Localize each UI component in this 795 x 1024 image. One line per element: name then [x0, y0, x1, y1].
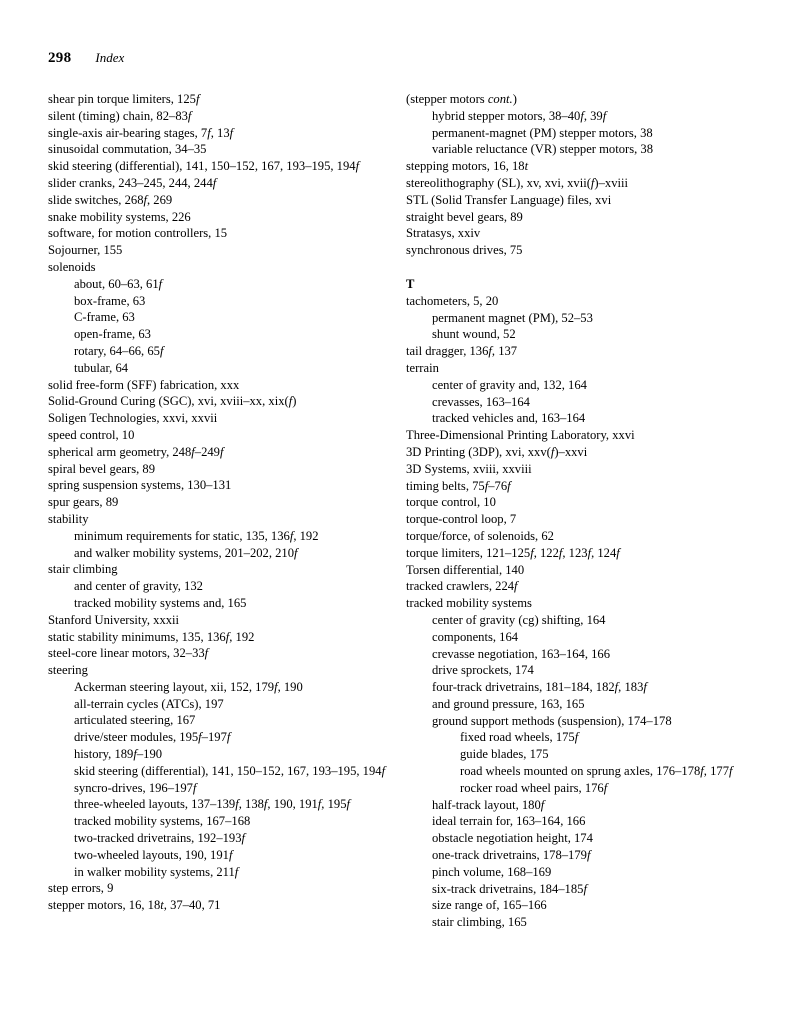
- index-entry: syncro-drives, 196–197f: [74, 780, 197, 795]
- index-entry: road wheels mounted on sprung axles, 176–178f, 177f: [460, 764, 733, 779]
- index-entry: spiral bevel gears, 89: [48, 461, 156, 476]
- index-entry: drive/steer modules, 195f–197f: [74, 730, 231, 745]
- index-entry: tracked mobility systems and, 165: [74, 595, 247, 610]
- index-entry: Torsen differential, 140: [406, 562, 525, 577]
- index-entry: static stability minimums, 135, 136f, 192: [48, 629, 255, 644]
- index-entry: crevasses, 163–164: [432, 394, 530, 409]
- index-column-left: [48, 91, 396, 931]
- index-entry: steering: [48, 663, 88, 678]
- index-entry: rocker road wheel pairs, 176f: [460, 780, 608, 795]
- index-entry: Ackerman steering layout, xii, 152, 179f, 190: [74, 679, 303, 694]
- index-entry: silent (timing) chain, 82–83f: [48, 108, 192, 123]
- index-entry: and center of gravity, 132: [74, 579, 203, 594]
- index-entry: spherical arm geometry, 248f–249f: [48, 444, 224, 459]
- index-entry: obstacle negotiation height, 174: [432, 831, 593, 846]
- index-entry: Three-Dimensional Printing Laboratory, xxvi: [406, 428, 635, 443]
- index-entry: STL (Solid Transfer Language) files, xvi: [406, 192, 612, 207]
- index-entry: sinusoidal commutation, 34–35: [48, 142, 207, 157]
- index-entry: slider cranks, 243–245, 244, 244f: [48, 175, 217, 190]
- index-entry: C-frame, 63: [74, 310, 135, 325]
- index-entry: ground support methods (suspension), 174–178: [432, 713, 672, 728]
- index-entry: crevasse negotiation, 163–164, 166: [432, 646, 611, 661]
- index-entry: pinch volume, 168–169: [432, 864, 552, 879]
- index-entry: torque-control loop, 7: [406, 512, 517, 527]
- index-entry: tracked mobility systems, 167–168: [74, 814, 251, 829]
- index-entry: torque limiters, 121–125f, 122f, 123f, 124f: [406, 545, 620, 560]
- page-header: [48, 50, 755, 67]
- index-entry: permanent-magnet (PM) stepper motors, 38: [432, 125, 653, 140]
- index-entry: half-track layout, 180f: [432, 797, 545, 812]
- index-entry: snake mobility systems, 226: [48, 209, 191, 224]
- index-entry: center of gravity and, 132, 164: [432, 377, 587, 392]
- index-entry: center of gravity (cg) shifting, 164: [432, 612, 606, 627]
- index-entry: variable reluctance (VR) stepper motors, 38: [432, 142, 654, 157]
- index-entry: ideal terrain for, 163–164, 166: [432, 814, 586, 829]
- index-column-right: [406, 91, 754, 931]
- index-entry: stereolithography (SL), xv, xvi, xvii(f)–xviii: [406, 175, 629, 190]
- index-entry: history, 189f–190: [74, 747, 163, 762]
- index-entry: terrain: [406, 360, 439, 375]
- index-entry: tail dragger, 136f, 137: [406, 344, 518, 359]
- index-section-heading: T: [406, 276, 415, 291]
- index-entry: spring suspension systems, 130–131: [48, 478, 232, 493]
- index-entry: steel-core linear motors, 32–33f: [48, 646, 209, 661]
- index-entry: hybrid stepper motors, 38–40f, 39f: [432, 108, 607, 123]
- index-entry: skid steering (differential), 141, 150–152, 167, 193–195, 194f: [74, 763, 386, 778]
- index-entry: tachometers, 5, 20: [406, 293, 499, 308]
- index-entry: spur gears, 89: [48, 495, 119, 510]
- index-entry: 3D Systems, xviii, xxviii: [406, 461, 532, 476]
- index-entry: six-track drivetrains, 184–185f: [432, 881, 587, 896]
- index-entry: three-wheeled layouts, 137–139f, 138f, 190, 191f, 195f: [74, 797, 350, 812]
- index-entry: rotary, 64–66, 65f: [74, 343, 164, 358]
- index-entry: in walker mobility systems, 211f: [74, 864, 239, 879]
- index-entry: guide blades, 175: [460, 747, 549, 762]
- index-entry: single-axis air-bearing stages, 7f, 13f: [48, 125, 234, 140]
- index-entry: components, 164: [432, 629, 519, 644]
- index-entry: Soligen Technologies, xxvi, xxvii: [48, 411, 218, 426]
- index-entry: about, 60–63, 61f: [74, 276, 163, 291]
- index-entry: timing belts, 75f–76f: [406, 478, 511, 493]
- index-entry: tracked crawlers, 224f: [406, 579, 518, 594]
- index-entry: torque control, 10: [406, 495, 496, 510]
- index-entry: slide switches, 268f, 269: [48, 192, 173, 207]
- index-entry: tracked mobility systems: [406, 596, 532, 611]
- index-entry: (stepper motors cont.): [406, 92, 517, 106]
- index-entry: two-wheeled layouts, 190, 191f: [74, 847, 233, 862]
- index-entry: torque/force, of solenoids, 62: [406, 528, 554, 543]
- index-entry: Stanford University, xxxii: [48, 612, 180, 627]
- index-entry: fixed road wheels, 175f: [460, 730, 579, 745]
- index-entry: stair climbing, 165: [432, 915, 527, 930]
- index-entry: stepping motors, 16, 18t: [406, 159, 529, 174]
- index-entry: stepper motors, 16, 18t, 37–40, 71: [48, 898, 221, 913]
- index-entry: shear pin torque limiters, 125f: [48, 92, 200, 106]
- index-entry: four-track drivetrains, 181–184, 182f, 183f: [432, 680, 647, 695]
- index-columns: [48, 91, 755, 931]
- index-entry: shunt wound, 52: [432, 327, 516, 342]
- index-entry: permanent magnet (PM), 52–53: [432, 310, 593, 325]
- index-entry: one-track drivetrains, 178–179f: [432, 848, 591, 863]
- index-entry: Stratasys, xxiv: [406, 226, 481, 241]
- index-entry: and walker mobility systems, 201–202, 210f: [74, 545, 298, 560]
- index-entry: 3D Printing (3DP), xvi, xxv(f)–xxvi: [406, 444, 588, 459]
- index-entry: all-terrain cycles (ATCs), 197: [74, 696, 224, 711]
- index-entry: skid steering (differential), 141, 150–152, 167, 193–195, 194f: [48, 159, 360, 174]
- index-entry: minimum requirements for static, 135, 136f, 192: [74, 528, 319, 543]
- index-entry: solenoids: [48, 259, 96, 274]
- index-entry: articulated steering, 167: [74, 713, 196, 728]
- index-entry: tracked vehicles and, 163–164: [432, 411, 586, 426]
- index-entry: two-tracked drivetrains, 192–193f: [74, 831, 246, 846]
- index-entry: size range of, 165–166: [432, 898, 547, 913]
- index-entry: stair climbing: [48, 562, 118, 577]
- index-entry: tubular, 64: [74, 360, 129, 375]
- index-entry: synchronous drives, 75: [406, 243, 523, 258]
- index-entry: software, for motion controllers, 15: [48, 226, 228, 241]
- index-entry: straight bevel gears, 89: [406, 209, 523, 224]
- index-entry: solid free-form (SFF) fabrication, xxx: [48, 377, 240, 392]
- index-entry: Solid-Ground Curing (SGC), xvi, xviii–xx, xix(f): [48, 394, 297, 409]
- running-head-title: Index: [95, 50, 125, 65]
- index-entry: Sojourner, 155: [48, 243, 123, 258]
- page-number: 298: [48, 50, 72, 66]
- index-entry: speed control, 10: [48, 427, 135, 442]
- index-entry: and ground pressure, 163, 165: [432, 696, 585, 711]
- index-entry: drive sprockets, 174: [432, 663, 534, 678]
- index-entry: open-frame, 63: [74, 327, 151, 342]
- index-entry: step errors, 9: [48, 881, 114, 896]
- index-entry: stability: [48, 511, 89, 526]
- index-entry: box-frame, 63: [74, 293, 146, 308]
